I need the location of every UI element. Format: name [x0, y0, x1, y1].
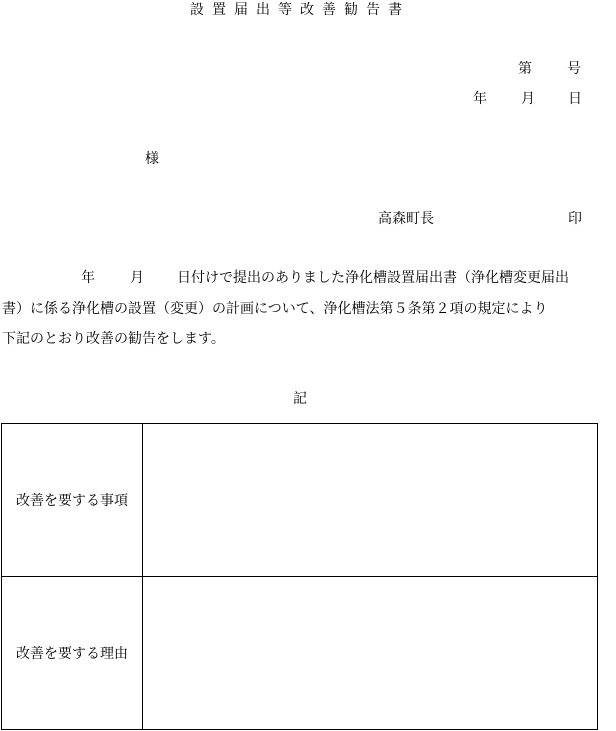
date-day-label: 日 [568, 91, 582, 107]
table-row [2, 577, 598, 730]
body-line-1-text: 日付けで提出のありました浄化槽設置届出書（浄化槽変更届出 [177, 270, 569, 286]
ki-heading: 記 [293, 391, 307, 407]
date-month-label: 月 [521, 91, 535, 107]
sender-name: 高森町長 [378, 211, 434, 227]
addressee-honorific: 様 [145, 151, 159, 167]
row-label-reason: 改善を要する理由 [2, 577, 143, 730]
row-value-matters[interactable] [143, 424, 598, 577]
document-title: 設置届出等改善勧告書 [190, 2, 410, 18]
date-year-label: 年 [473, 91, 487, 107]
row-value-reason[interactable] [143, 577, 598, 730]
recommendation-table [1, 423, 598, 730]
reference-number-suffix: 号 [567, 61, 581, 77]
body-month-label: 月 [130, 270, 144, 286]
body-line-3: 下記のとおり改善の勧告をします。 [2, 331, 225, 347]
row-label-matters: 改善を要する事項 [2, 424, 143, 577]
seal-mark: 印 [568, 211, 582, 227]
body-line-2: 書）に係る浄化槽の設置（変更）の計画について、浄化槽法第５条第２項の規定により [2, 301, 548, 317]
table-row [2, 424, 598, 577]
body-year-label: 年 [81, 270, 95, 286]
reference-number-prefix: 第 [518, 61, 532, 77]
